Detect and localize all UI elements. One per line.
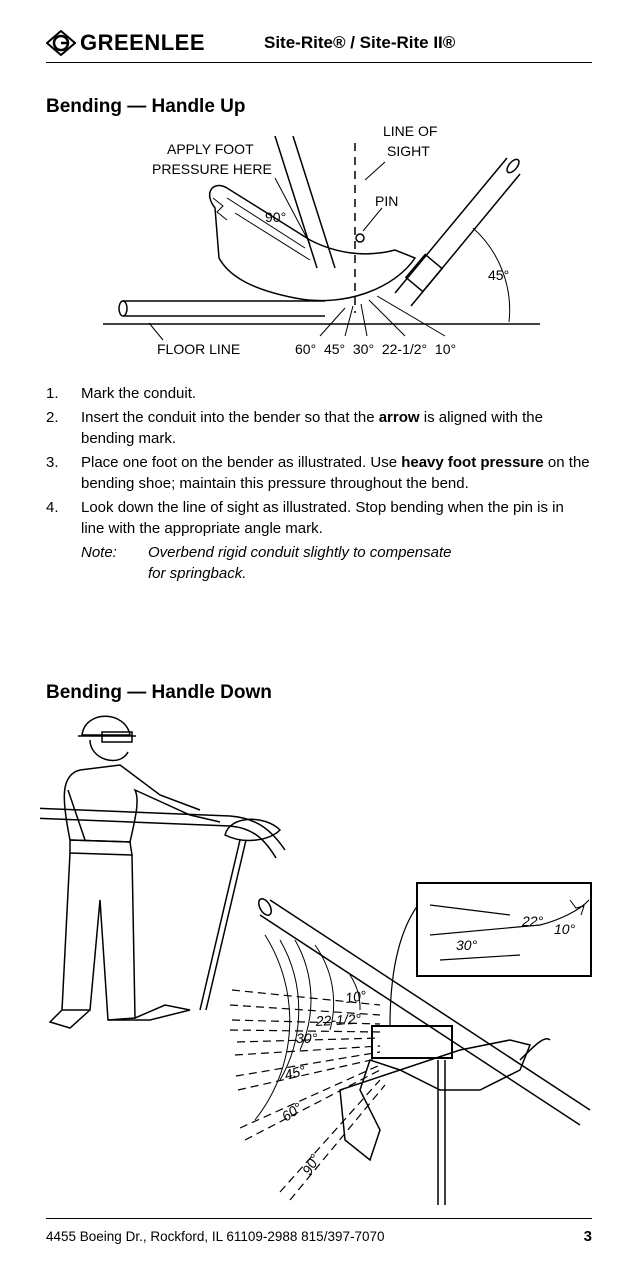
arc-label-60: 60° <box>278 1099 306 1125</box>
label-angles: 60° 45° 30° 22-1/2° 10° <box>295 341 457 357</box>
page-number: 3 <box>583 1228 592 1245</box>
greenlee-diamond-icon <box>46 30 76 56</box>
label-apply-foot-2: PRESSURE HERE <box>152 161 272 177</box>
arc-label-45: 45° <box>282 1061 308 1083</box>
pin <box>356 234 364 242</box>
section-title-handle-down: Bending — Handle Down <box>46 682 272 703</box>
note: Note: Overbend rigid conduit slightly to compensate for springback. <box>81 544 452 582</box>
label-90: 90° <box>265 209 287 225</box>
inset-label-10: 10° <box>554 921 576 937</box>
arc-label-90: 90° <box>298 1151 324 1178</box>
detail-handle <box>438 1060 445 1205</box>
page-footer <box>46 1218 592 1244</box>
zoom-box <box>372 1026 452 1058</box>
arc-label-10: 10° <box>344 987 368 1006</box>
label-apply-foot-1: APPLY FOOT <box>167 141 254 157</box>
handle-down-figure <box>40 710 600 1210</box>
step-1: 1. Mark the conduit. <box>46 385 197 402</box>
inset-label-30: 30° <box>456 937 478 953</box>
small-bender <box>225 819 280 840</box>
conduit-floor <box>123 301 325 316</box>
step-3: 3. Place one foot on the bender as illustrated. Use heavy foot pressure on the bending shoe; maintain this pressure throughout the bend. <box>46 454 590 492</box>
inset-label-22: 22° <box>522 913 544 929</box>
label-pin: PIN <box>375 193 399 209</box>
arc-label-22: 22-1/2° <box>315 1010 362 1029</box>
label-45-right: 45° <box>488 267 510 283</box>
step-2: 2. Insert the conduit into the bender so that the arrow is aligned with the bending mark. <box>46 409 543 447</box>
label-line-of-1: LINE OF <box>383 123 438 139</box>
label-floor-line: FLOOR LINE <box>157 341 241 357</box>
page-header <box>46 26 592 63</box>
small-handle <box>200 840 246 1010</box>
handle-up-figure <box>95 118 545 363</box>
worker-illustration <box>50 716 220 1028</box>
greenlee-logo <box>46 30 205 56</box>
footer-address: 4455 Boeing Dr., Rockford, IL 61109-2988 815/397-7070 <box>46 1229 385 1244</box>
arc-label-30: 30° <box>296 1030 318 1046</box>
label-line-of-2: SIGHT <box>387 143 430 159</box>
conduit-end <box>119 301 127 316</box>
step-4: 4. Look down the line of sight as illustrated. Stop bending when the pin is in line with the appropriate angle mark. <box>46 499 564 537</box>
instruction-steps <box>46 383 591 584</box>
product-name: Site-Rite® / Site-Rite II® <box>264 33 456 52</box>
section-title-handle-up: Bending — Handle Up <box>46 96 246 117</box>
brand-name: GREENLEE <box>80 30 206 55</box>
handle-rod <box>275 136 335 268</box>
